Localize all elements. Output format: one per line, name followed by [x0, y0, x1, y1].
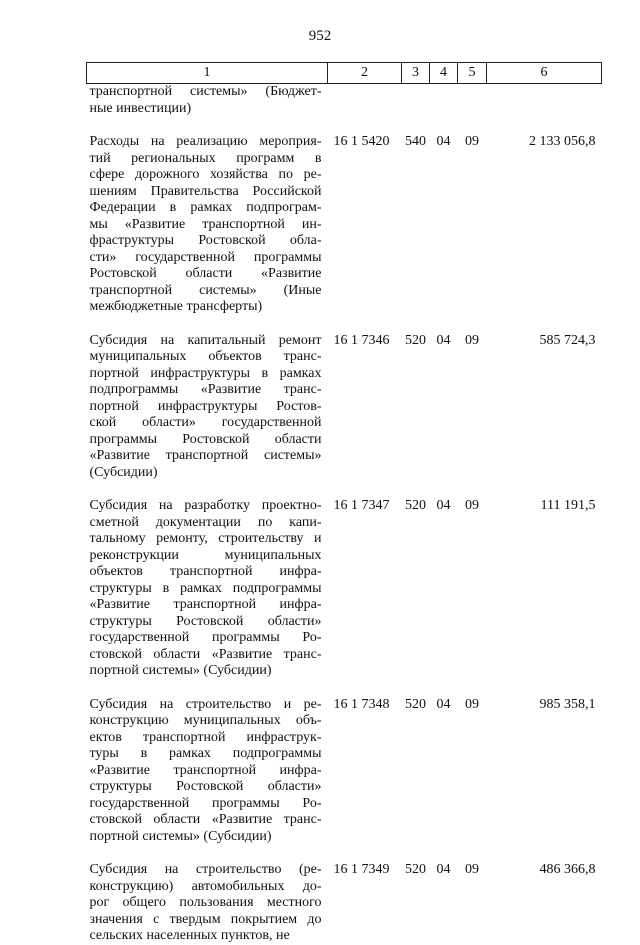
table-row: [87, 134, 602, 316]
row-col-5: 09: [465, 862, 479, 877]
row-spacer-cell: [487, 845, 602, 862]
page-number: 952: [308, 28, 332, 44]
row-code: 16 1 7346: [333, 332, 390, 348]
row-spacer: [87, 481, 602, 498]
row-spacer-cell: [402, 117, 430, 134]
description-line: значения с твердым покрытием до: [89, 911, 322, 927]
row-spacer-cell: [430, 316, 458, 333]
description-line: транспортной системы» (Иные: [89, 282, 322, 298]
description-line: сельских населенных пунктов, не: [89, 928, 290, 943]
row-amount: 985 358,1: [539, 696, 596, 712]
description-line: программы Ростовской области: [89, 431, 322, 447]
description-line: Субсидия на капитальный ремонт: [89, 332, 322, 348]
row-code: 16 1 7348: [333, 696, 390, 712]
description-line: ные инвестиции): [89, 100, 192, 116]
description-line: муниципальных объектов транс-: [89, 349, 322, 364]
description-line: структуры Ростовской области»: [89, 613, 322, 629]
row-col-3: 540: [405, 134, 426, 149]
row-col-5: 09: [465, 498, 479, 513]
row-spacer-cell: [328, 680, 402, 697]
row-spacer: [87, 316, 602, 333]
row-amount: 486 366,8: [539, 862, 596, 877]
description-line: государственной программы Ро-: [89, 630, 322, 645]
row-col-4: [430, 84, 458, 118]
description-line: сметной документации по капи-: [89, 514, 322, 530]
row-spacer-cell: [487, 117, 602, 134]
row-description: [87, 84, 328, 118]
row-description: [87, 697, 328, 846]
row-col-5: 09: [465, 696, 479, 712]
row-amount: 111 191,5: [540, 498, 596, 513]
row-spacer-cell: [458, 845, 487, 862]
row-spacer-cell: [458, 481, 487, 498]
description-line: тий региональных программ в: [89, 150, 322, 166]
row-col-3: [402, 84, 430, 118]
row-spacer-cell: [87, 316, 328, 333]
table-row: [87, 862, 602, 945]
row-description: [87, 333, 328, 482]
row-col-5: [458, 84, 487, 118]
row-spacer-cell: [328, 845, 402, 862]
table-row: [87, 697, 602, 846]
row-spacer-cell: [430, 845, 458, 862]
row-col-4: 04: [436, 332, 451, 348]
row-amount: 2 133 056,8: [529, 134, 596, 149]
row-description: [87, 862, 328, 945]
description-line: сти» государственной программы: [89, 249, 322, 265]
description-line: ектов транспортной инфраструк-: [89, 729, 322, 745]
description-line: структуры в рамках подпрограммы: [89, 580, 322, 596]
row-spacer-cell: [458, 316, 487, 333]
description-line: Субсидия на строительство (ре-: [89, 862, 322, 877]
description-line: Федерации в рамках подпрограм-: [89, 200, 322, 215]
row-col-5: 09: [465, 332, 479, 348]
row-col-3: 520: [405, 862, 426, 877]
description-line: «Развитие транспортной инфра-: [89, 762, 322, 778]
row-col-4: 04: [436, 134, 451, 149]
description-line: фраструктуры Ростовской обла-: [89, 233, 322, 248]
description-line: объектов транспортной инфра-: [89, 564, 322, 579]
row-col-5: 09: [465, 134, 479, 149]
row-description: [87, 498, 328, 680]
description-line: шениям Правительства Российской: [89, 183, 322, 199]
description-line: стовской области «Развитие транс-: [89, 646, 322, 662]
table-body: [87, 84, 602, 945]
row-code: 16 1 7347: [333, 498, 390, 513]
row-spacer: [87, 845, 602, 862]
description-line: мы «Развитие транспортной ин-: [89, 216, 322, 232]
row-description: [87, 134, 328, 316]
description-line: Субсидия на разработку проектно-: [89, 498, 322, 513]
row-code: [328, 84, 402, 118]
row-spacer-cell: [328, 117, 402, 134]
header-col-6: 6: [487, 63, 602, 84]
row-code: 16 1 7349: [333, 862, 390, 877]
header-col-3: 3: [402, 63, 430, 84]
row-spacer-cell: [328, 481, 402, 498]
header-col-2: 2: [328, 63, 402, 84]
header-col-4: 4: [430, 63, 458, 84]
description-line: структуры Ростовской области»: [89, 779, 322, 794]
row-spacer-cell: [487, 316, 602, 333]
row-spacer: [87, 680, 602, 697]
row-spacer-cell: [87, 481, 328, 498]
description-line: портной системы» (Субсидии): [89, 663, 272, 678]
row-spacer-cell: [487, 680, 602, 697]
table-header: [87, 63, 602, 84]
description-line: государственной программы Ро-: [89, 795, 322, 811]
row-spacer-cell: [328, 316, 402, 333]
header-col-5: 5: [458, 63, 487, 84]
description-line: портной инфраструктуры Ростов-: [89, 398, 322, 414]
description-line: Расходы на реализацию мероприя-: [89, 134, 322, 149]
table-row: [87, 498, 602, 680]
row-spacer-cell: [87, 117, 328, 134]
table-row: [87, 333, 602, 482]
row-spacer-cell: [402, 845, 430, 862]
row-spacer-cell: [87, 680, 328, 697]
description-line: конструкцию муниципальных объ-: [89, 713, 322, 728]
row-amount: 585 724,3: [539, 332, 596, 348]
description-line: портной инфраструктуры в рамках: [89, 365, 322, 381]
description-line: рог общего пользования местного: [89, 895, 322, 910]
row-spacer-cell: [87, 845, 328, 862]
row-spacer-cell: [402, 481, 430, 498]
description-line: «Развитие транспортной системы»: [89, 448, 322, 463]
table-row: [87, 84, 602, 118]
description-line: портной системы» (Субсидии): [89, 828, 272, 844]
description-line: Субсидия на строительство и ре-: [89, 696, 322, 712]
description-line: туры в рамках подпрограммы: [89, 746, 322, 761]
row-col-3: 520: [405, 696, 426, 712]
description-line: сфере дорожного хозяйства по ре-: [89, 167, 322, 182]
row-spacer-cell: [458, 117, 487, 134]
row-code: 16 1 5420: [333, 134, 390, 149]
row-spacer-cell: [487, 481, 602, 498]
row-spacer-cell: [402, 680, 430, 697]
description-line: транспортной системы» (Бюджет-: [89, 84, 322, 99]
description-line: межбюджетные трансферты): [89, 299, 263, 314]
row-spacer-cell: [430, 481, 458, 498]
description-line: тальному ремонту, строительству и: [89, 531, 322, 546]
description-line: реконструкции муниципальных: [89, 547, 322, 563]
description-line: Ростовской области «Развитие: [89, 266, 322, 281]
row-col-3: 520: [405, 332, 426, 348]
row-spacer-cell: [402, 316, 430, 333]
description-line: конструкцию) автомобильных до-: [89, 878, 322, 894]
row-amount: [487, 84, 602, 118]
description-line: стовской области «Развитие транс-: [89, 812, 322, 827]
row-spacer-cell: [430, 680, 458, 697]
description-line: (Субсидии): [89, 464, 158, 480]
row-spacer-cell: [430, 117, 458, 134]
row-spacer: [87, 117, 602, 134]
description-line: ской области» государственной: [89, 415, 322, 430]
header-col-1: 1: [87, 63, 328, 84]
row-spacer-cell: [458, 680, 487, 697]
row-col-4: 04: [436, 862, 451, 877]
row-col-4: 04: [436, 498, 451, 513]
row-col-3: 520: [405, 498, 426, 513]
row-col-4: 04: [436, 696, 451, 712]
budget-table: [86, 62, 602, 945]
description-line: «Развитие транспортной инфра-: [89, 597, 322, 612]
description-line: подпрограммы «Развитие транс-: [89, 382, 322, 397]
